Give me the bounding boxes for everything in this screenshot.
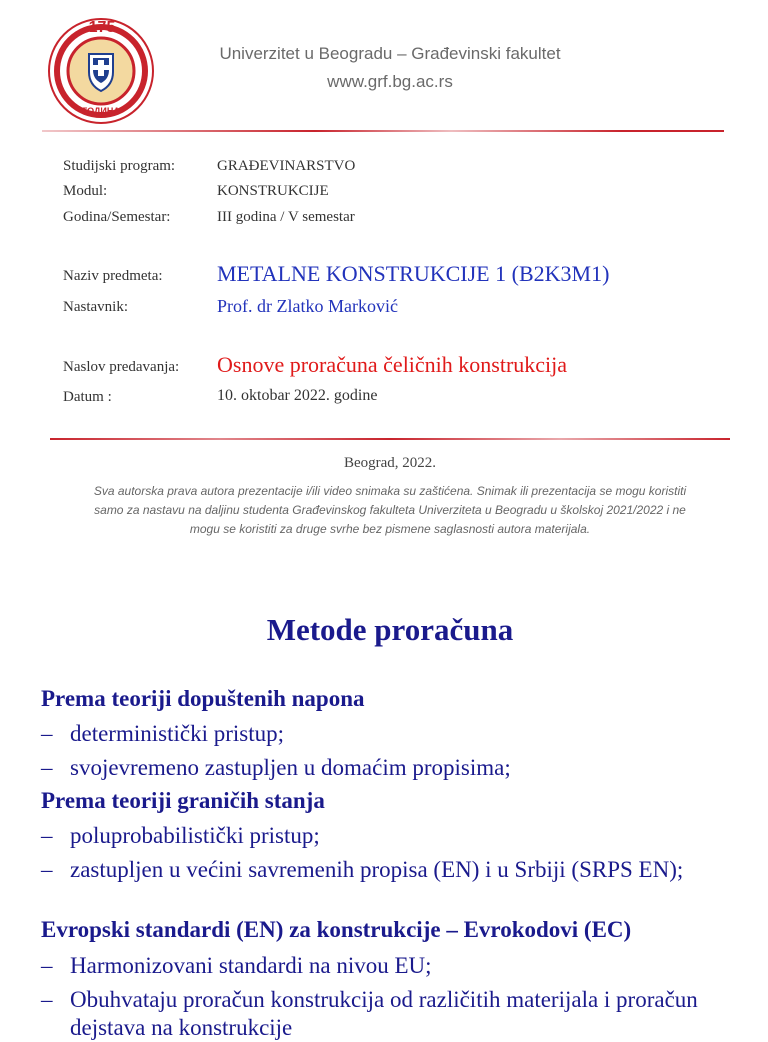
section-heading-3: Evropski standardi (EN) za konstrukcije – Evrokodovi (EC) (41, 917, 632, 942)
dash-bullet: – (41, 721, 53, 746)
course-title: METALNE KONSTRUKCIJE 1 (B2K3M1) (217, 261, 610, 286)
year-label: Godina/Semestar: (63, 209, 171, 225)
seal-number: 175 (88, 19, 116, 36)
list-item (41, 952, 731, 980)
dash-bullet: – (41, 823, 53, 848)
module-value: KONSTRUKCIJE (217, 183, 329, 199)
list-item-text: Obuhvataju proračun konstrukcija od različitih materijala i proračun dejstava na konstrukcije (70, 987, 698, 1040)
teacher-name: Prof. dr Zlatko Marković (217, 296, 398, 316)
year-value: III godina / V semestar (217, 209, 355, 225)
copyright-line-3: mogu se koristiti za druge svrhe bez pismene saglasnosti autora materijala. (189, 522, 591, 536)
university-name: Univerzitet u Beogradu – Građevinski fakultet (219, 44, 561, 63)
teacher-label: Nastavnik: (63, 299, 128, 315)
list-item (41, 822, 731, 850)
section-heading-2: Prema teoriji graničih stanja (41, 788, 325, 813)
program-value: GRAĐEVINARSTVO (217, 158, 356, 174)
city-year: Beograd, 2022. (343, 455, 437, 471)
list-item (41, 720, 731, 748)
program-label: Studijski program: (63, 158, 176, 174)
dash-bullet: – (41, 987, 53, 1012)
slide-title: Metode proračuna (266, 612, 514, 647)
list-item-text: poluprobabilistički pristup; (70, 823, 320, 848)
website-link[interactable]: www.grf.bg.ac.rs (327, 72, 453, 91)
dash-bullet: – (41, 755, 53, 780)
faculty-logo (46, 16, 156, 126)
section-heading-1: Prema teoriji dopuštenih napona (41, 686, 365, 711)
seal-caption: ГОДИНА (82, 106, 120, 116)
list-item-text: zastupljen u većini savremenih propisa (EN) i u Srbiji (SRPS EN); (70, 857, 684, 882)
dash-bullet: – (41, 857, 53, 882)
copyright-notice (40, 482, 740, 539)
dash-bullet: – (41, 953, 53, 978)
bottom-divider (50, 438, 730, 440)
list-item (41, 986, 701, 1042)
lecture-title: Osnove proračuna čeličnih konstrukcija (217, 352, 568, 377)
lecture-label: Naslov predavanja: (63, 359, 180, 375)
date-value: 10. oktobar 2022. godine (217, 387, 378, 404)
list-item (41, 856, 701, 884)
list-item (41, 754, 731, 782)
module-label: Modul: (63, 183, 108, 199)
list-item-text: svojevremeno zastupljen u domaćim propisima; (70, 755, 511, 780)
list-item-text: Harmonizovani standardi na nivou EU; (70, 953, 432, 978)
course-label: Naziv predmeta: (63, 268, 163, 284)
list-item-text: deterministički pristup; (70, 721, 284, 746)
copyright-line-2: samo za nastavu na daljinu studenta Građevinskog fakulteta Univerziteta u Beogradu u školskoj 2021/2022 i ne (94, 503, 686, 517)
copyright-line-1: Sva autorska prava autora prezentacije i/ili video snimaka su zaštićena. Snimak ili prezentacija se mogu koristiti (93, 484, 687, 498)
date-label: Datum : (63, 389, 112, 405)
top-divider (42, 130, 724, 132)
